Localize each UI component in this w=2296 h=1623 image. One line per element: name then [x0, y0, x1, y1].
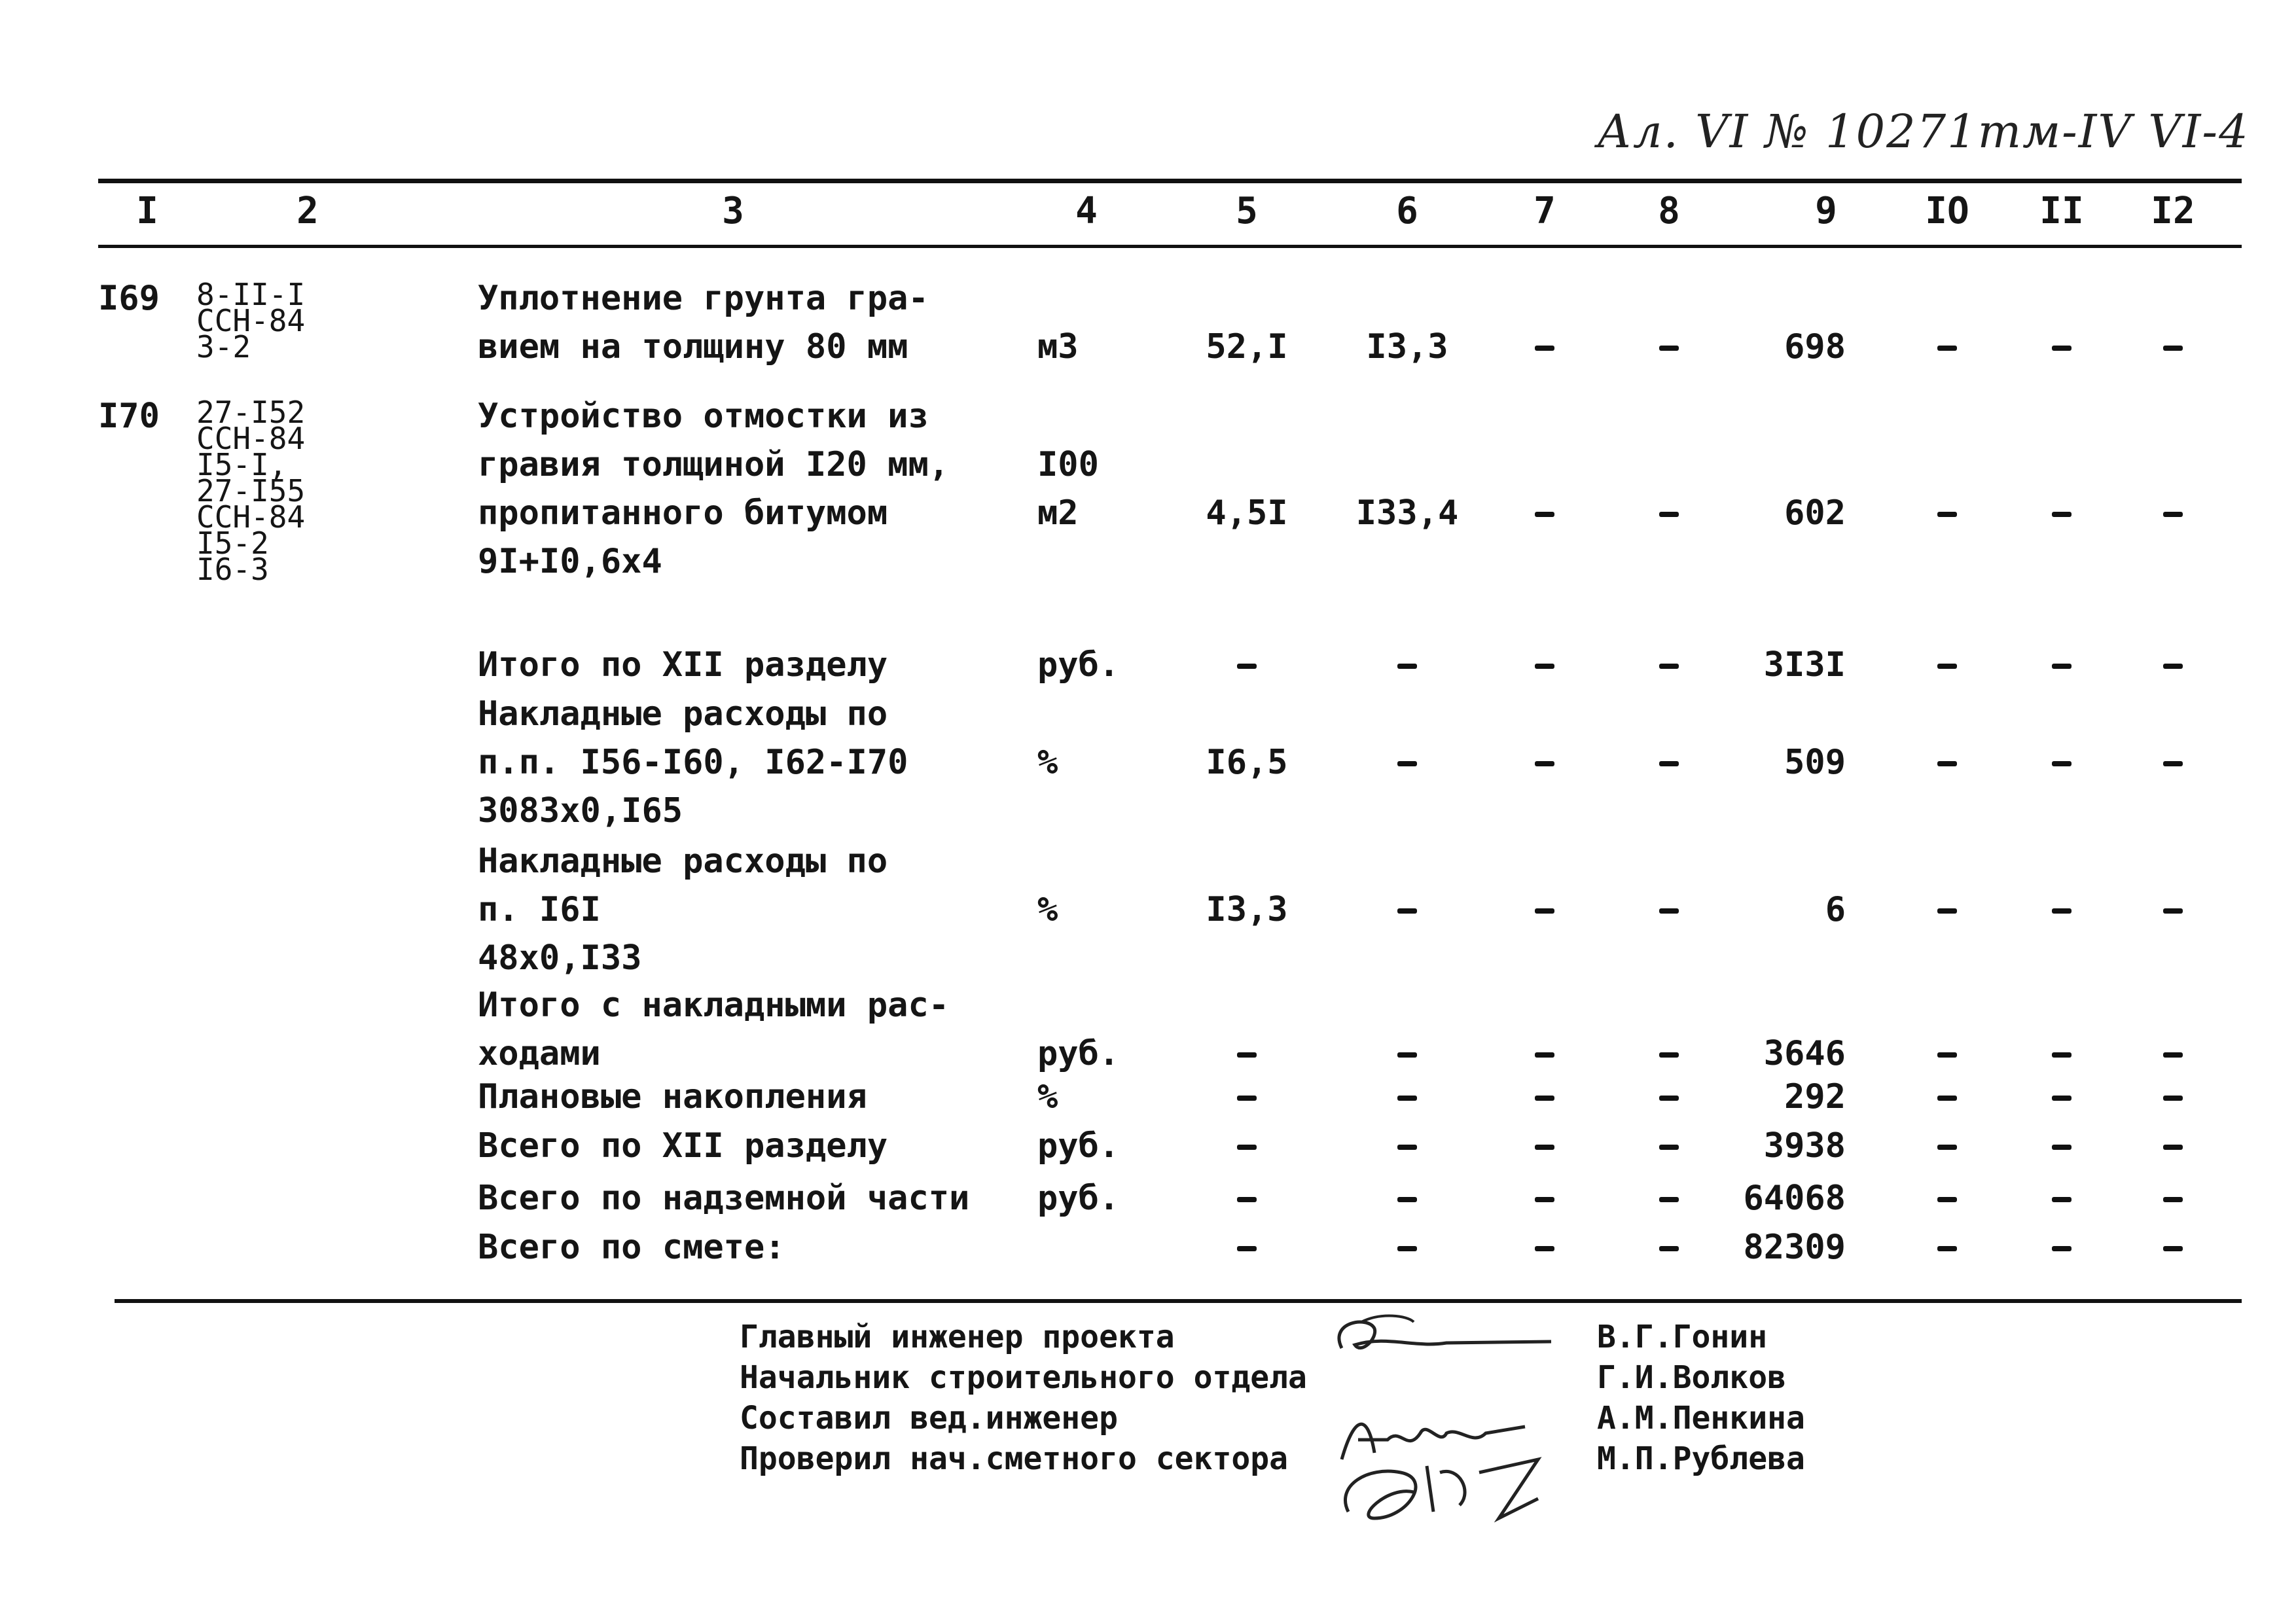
row-description-line: Плановые накопления — [478, 1077, 867, 1116]
row-col7-dash — [1535, 1246, 1554, 1251]
row-code-line: ССН-84 — [196, 421, 306, 456]
signature-name: М.П.Рублева — [1597, 1440, 1805, 1477]
row-number: I70 — [98, 397, 160, 436]
header-col-8: 8 — [1658, 190, 1680, 232]
row-col8-dash — [1659, 908, 1679, 914]
row-description-line: Всего по XII разделу — [478, 1126, 888, 1166]
row-col5-value: I6,5 — [1206, 743, 1288, 782]
row-col11-dash — [2052, 1197, 2072, 1202]
row-unit: % — [1037, 1077, 1058, 1116]
row-col7-dash — [1535, 1052, 1554, 1058]
row-col12-dash — [2163, 1197, 2183, 1202]
row-description-line: пропитанного битумом — [478, 493, 888, 533]
row-col9-value: 64068 — [1743, 1179, 1846, 1218]
row-col6-dash — [1397, 1197, 1417, 1202]
row-col10-dash — [1937, 761, 1957, 766]
row-col12-dash — [2163, 908, 2183, 914]
row-code-line: 27-I55 — [196, 473, 306, 508]
row-col11-dash — [2052, 346, 2072, 351]
header-col-7: 7 — [1534, 190, 1556, 232]
row-col8-dash — [1659, 1145, 1679, 1150]
row-col12-dash — [2163, 1096, 2183, 1101]
header-col-11: II — [2039, 190, 2084, 232]
row-col5-dash — [1237, 664, 1257, 669]
row-description-line: ходами — [478, 1034, 601, 1073]
row-col10-dash — [1937, 346, 1957, 351]
row-unit: % — [1037, 743, 1058, 782]
row-col7-dash — [1535, 664, 1554, 669]
signature-name: А.М.Пенкина — [1597, 1400, 1805, 1436]
row-col7-dash — [1535, 908, 1554, 914]
row-col7-dash — [1535, 761, 1554, 766]
row-col10-dash — [1937, 908, 1957, 914]
row-col6-value: I33,4 — [1355, 493, 1459, 533]
header-col-6: 6 — [1396, 190, 1418, 232]
row-unit: руб. — [1037, 645, 1120, 685]
row-code-line: I6-3 — [196, 552, 269, 587]
row-col5-dash — [1237, 1052, 1257, 1058]
row-col11-dash — [2052, 761, 2072, 766]
table-bottom-rule — [115, 1299, 2242, 1303]
row-code-line: I5-2 — [196, 526, 269, 561]
row-col5-dash — [1237, 1096, 1257, 1101]
row-description-line: п.п. I56-I60, I62-I70 — [478, 743, 908, 782]
row-col5-dash — [1237, 1197, 1257, 1202]
row-description-line: Всего по надземной части — [478, 1179, 970, 1218]
row-col6-dash — [1397, 908, 1417, 914]
row-col7-dash — [1535, 1145, 1554, 1150]
row-col12-dash — [2163, 761, 2183, 766]
row-description-line: 9I+I0,6х4 — [478, 542, 662, 581]
signature-scribble-2 — [1329, 1387, 1577, 1531]
row-col6-dash — [1397, 1246, 1417, 1251]
row-col10-dash — [1937, 1197, 1957, 1202]
row-col5-value: I3,3 — [1206, 890, 1288, 929]
row-code-line: I5-I, — [196, 447, 287, 482]
row-col8-dash — [1659, 1246, 1679, 1251]
row-col11-dash — [2052, 1246, 2072, 1251]
header-col-10: IO — [1925, 190, 1969, 232]
row-description-line: вием на толщину 80 мм — [478, 327, 908, 366]
header-col-1: I — [136, 190, 158, 232]
row-col6-dash — [1397, 1096, 1417, 1101]
row-col10-dash — [1937, 1052, 1957, 1058]
row-col6-value: I3,3 — [1366, 327, 1448, 366]
row-col12-dash — [2163, 664, 2183, 669]
row-col8-dash — [1659, 664, 1679, 669]
row-col5-value: 4,5I — [1206, 493, 1288, 533]
row-description-line: п. I6I — [478, 890, 601, 929]
row-col11-dash — [2052, 512, 2072, 517]
signature-role: Составил вед.инженер — [740, 1400, 1118, 1436]
row-col12-dash — [2163, 1145, 2183, 1150]
row-col9-value: 82309 — [1743, 1228, 1846, 1267]
row-code-line: 8-II-I — [196, 277, 306, 312]
row-code-line: ССН-84 — [196, 303, 306, 338]
row-unit: % — [1037, 890, 1058, 929]
signature-scribble-1 — [1316, 1309, 1564, 1368]
header-col-2: 2 — [296, 190, 319, 232]
row-col5-dash — [1237, 1145, 1257, 1150]
row-col10-dash — [1937, 1246, 1957, 1251]
handwritten-reference: Ал. VI № 10271тм-IV VI-4 — [1597, 105, 2250, 158]
row-col10-dash — [1937, 664, 1957, 669]
row-unit: I00 — [1037, 445, 1099, 484]
row-code-line: 27-I52 — [196, 395, 306, 430]
row-col9-value: 698 — [1784, 327, 1846, 366]
row-unit: руб. — [1037, 1126, 1120, 1166]
header-bottom-rule — [98, 245, 2242, 248]
row-description-line: Устройство отмостки из — [478, 397, 929, 436]
row-description-line: 48х0,I33 — [478, 938, 642, 978]
row-col6-dash — [1397, 1052, 1417, 1058]
signature-name: Г.И.Волков — [1597, 1359, 1786, 1396]
row-code-line: ССН-84 — [196, 499, 306, 535]
row-col8-dash — [1659, 1052, 1679, 1058]
row-description-line: Всего по смете: — [478, 1228, 785, 1267]
row-col10-dash — [1937, 1096, 1957, 1101]
row-col11-dash — [2052, 664, 2072, 669]
table-top-rule — [98, 179, 2242, 183]
row-col12-dash — [2163, 1052, 2183, 1058]
row-description-line: Итого по XII разделу — [478, 645, 888, 685]
header-col-3: 3 — [722, 190, 744, 232]
header-col-4: 4 — [1075, 190, 1098, 232]
row-col10-dash — [1937, 1145, 1957, 1150]
row-col6-dash — [1397, 664, 1417, 669]
row-unit: руб. — [1037, 1034, 1120, 1073]
row-col6-dash — [1397, 1145, 1417, 1150]
row-description-line: Уплотнение грунта гра- — [478, 279, 929, 318]
row-col8-dash — [1659, 346, 1679, 351]
header-col-12: I2 — [2151, 190, 2195, 232]
row-col11-dash — [2052, 1052, 2072, 1058]
row-col8-dash — [1659, 761, 1679, 766]
row-col7-dash — [1535, 1197, 1554, 1202]
row-col11-dash — [2052, 908, 2072, 914]
row-col12-dash — [2163, 512, 2183, 517]
row-col12-dash — [2163, 346, 2183, 351]
row-description-line: гравия толщиной I20 мм, — [478, 445, 950, 484]
header-col-5: 5 — [1236, 190, 1258, 232]
row-unit: руб. — [1037, 1179, 1120, 1218]
signature-role: Проверил нач.сметного сектора — [740, 1440, 1289, 1477]
row-col9-value: 509 — [1784, 743, 1846, 782]
row-number: I69 — [98, 279, 160, 318]
row-col9-value: 6 — [1825, 890, 1846, 929]
row-description-line: Итого с накладными рас- — [478, 986, 950, 1025]
signature-role: Начальник строительного отдела — [740, 1359, 1307, 1396]
row-col7-dash — [1535, 346, 1554, 351]
row-description-line: 3083х0,I65 — [478, 791, 683, 830]
row-col9-value: 3I3I — [1763, 645, 1846, 685]
row-col12-dash — [2163, 1246, 2183, 1251]
row-col9-value: 292 — [1784, 1077, 1846, 1116]
row-col8-dash — [1659, 512, 1679, 517]
row-col10-dash — [1937, 512, 1957, 517]
row-col7-dash — [1535, 512, 1554, 517]
row-col9-value: 602 — [1784, 493, 1846, 533]
row-col5-dash — [1237, 1246, 1257, 1251]
row-col8-dash — [1659, 1197, 1679, 1202]
row-col8-dash — [1659, 1096, 1679, 1101]
header-col-9: 9 — [1815, 190, 1837, 232]
signature-name: В.Г.Гонин — [1597, 1319, 1768, 1355]
row-description-line: Накладные расходы по — [478, 694, 888, 734]
row-col9-value: 3938 — [1763, 1126, 1846, 1166]
signature-role: Главный инженер проекта — [740, 1319, 1175, 1355]
row-code-line: 3-2 — [196, 329, 251, 365]
row-col11-dash — [2052, 1145, 2072, 1150]
row-col5-value: 52,I — [1206, 327, 1288, 366]
row-col6-dash — [1397, 761, 1417, 766]
row-col9-value: 3646 — [1763, 1034, 1846, 1073]
row-col7-dash — [1535, 1096, 1554, 1101]
row-unit: м2 — [1037, 493, 1079, 533]
row-col11-dash — [2052, 1096, 2072, 1101]
row-description-line: Накладные расходы по — [478, 842, 888, 881]
row-unit: м3 — [1037, 327, 1079, 366]
